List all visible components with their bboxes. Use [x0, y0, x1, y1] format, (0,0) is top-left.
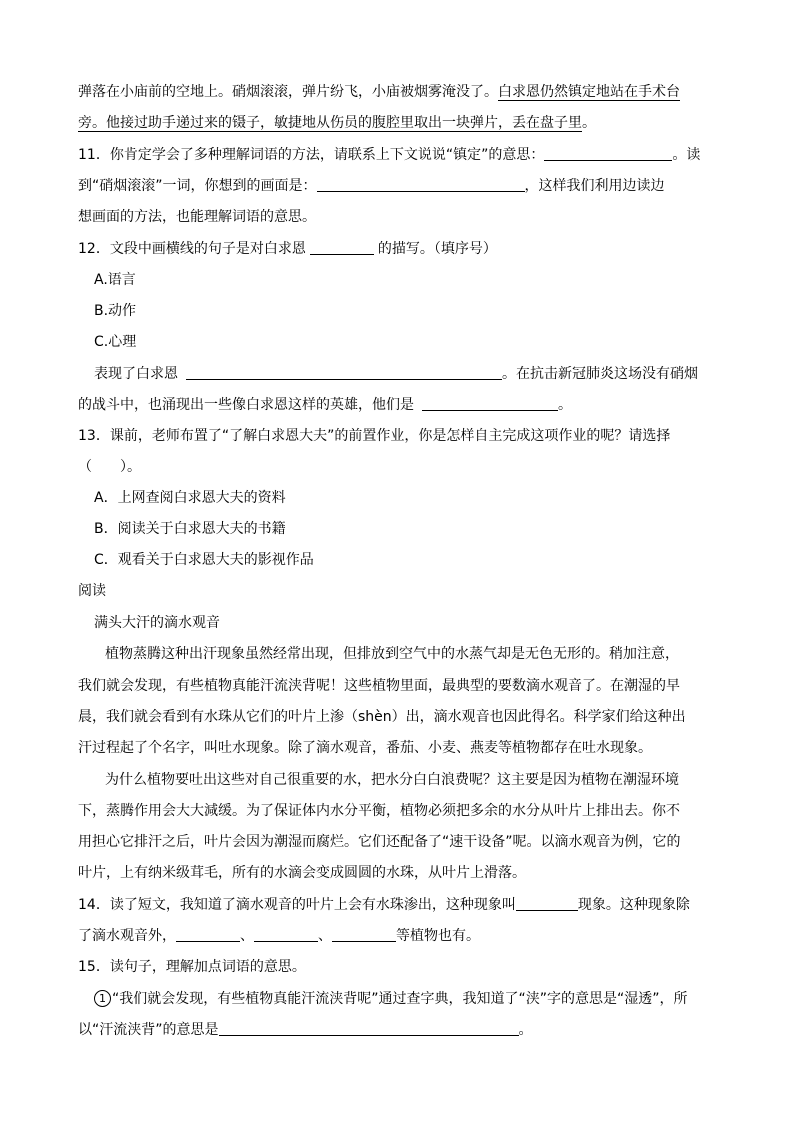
- reading-p2-line: 下，蒸腾作用会大大減缓。为了保证体内水分平衡，植物必须把多余的水分从叶片上排出去。你不: [78, 803, 680, 819]
- q11-text: 到“硝烟滚滚”一词，你想到的画面是：: [78, 178, 317, 194]
- reading-p2-line: 为什么植物要吐出这些对自己很重要的水，把水分白白浪费呢？这主要是因为植物在潮湿环境: [105, 772, 679, 788]
- answer-blank[interactable]: [186, 365, 502, 380]
- q11-text: 11．你肯定学会了多种理解词语的方法，请联系上下文说说“镇定”的意思：: [78, 147, 545, 163]
- answer-blank[interactable]: [544, 146, 672, 161]
- q12-text: 的描写。（填序号）: [377, 241, 497, 257]
- question-12-line-2: [94, 365, 698, 383]
- q12-text: 表现了白求恩: [94, 366, 178, 382]
- q12-option-a[interactable]: A.语言: [94, 272, 136, 288]
- q12-text: 12．文段中画横线的句子是对白求恩: [78, 241, 306, 257]
- q15-text: “我们就会发现，有些植物真能汗流浃背呢”通过查字典，我知道了“浃”字的意思是“湿透”，所: [112, 991, 688, 1007]
- question-12: [78, 240, 497, 258]
- passage-text: 弹落在小庙前的空地上。硝烟滚滚，弹片纷飞，小庙被烟雾淹没了。: [78, 84, 498, 100]
- q11-text: 。读: [672, 147, 701, 163]
- passage-text: 。: [582, 115, 596, 131]
- answer-blank[interactable]: [254, 927, 318, 942]
- q13-option-a[interactable]: A．上网查阅白求恩大夫的资料: [94, 490, 286, 506]
- q15-text: 以“汗流浃背”的意思是: [78, 1022, 219, 1038]
- q14-text: 现象。这种现象除: [577, 897, 690, 913]
- q11-text: 想画面的方法，也能理解词语的意思。: [78, 209, 316, 225]
- separator: 、: [240, 928, 254, 944]
- reading-p1-line: 植物蒸腾这种出汗现象虽然经常出现，但排放到空气中的水蒸气却是无色无形的。稍加注意，: [105, 646, 679, 662]
- q13-option-b[interactable]: B．阅读关于白求恩大夫的书籍: [94, 521, 286, 537]
- answer-blank[interactable]: [332, 927, 396, 942]
- question-14-line-2: [78, 927, 480, 945]
- question-15-line-3: [78, 1021, 533, 1039]
- separator: 、: [318, 928, 332, 944]
- answer-blank[interactable]: [422, 396, 558, 411]
- reading-title: 满头大汗的滴水观音: [94, 615, 220, 631]
- reading-p2-line: 用担心它排汗之后，叶片会因为潮湿而腐烂。它们还配备了“速干设备”呢。以滴水观音为例，它的: [78, 834, 681, 850]
- q12-option-c[interactable]: C.心理: [94, 334, 137, 350]
- question-11: [78, 146, 700, 164]
- reading-p1-line: 我们就会发现，有些植物真能汗流浃背呢！这些植物里面，最典型的要数滴水观音了。在潮湿的早: [78, 678, 680, 694]
- q13-text: 13．课前，老师布置了“了解白求恩大夫”的前置作业，你是怎样自主完成这项作业的呢？请选择: [78, 428, 671, 444]
- q14-text: 了滴水观音外，: [78, 928, 176, 944]
- q12-option-b[interactable]: B.动作: [94, 303, 137, 319]
- question-12-line-3: [78, 396, 572, 414]
- q12-text: 的战斗中，也涌现出一些像白求恩这样的英雄，他们是: [78, 397, 414, 413]
- question-13: [78, 427, 670, 445]
- question-13-answer[interactable]: （ ）。: [78, 459, 141, 475]
- question-11-line-3: [78, 208, 316, 226]
- q12-text: 。: [558, 397, 572, 413]
- passage-line-1: [78, 83, 680, 101]
- q15-text: 15．读句子，理解加点词语的意思。: [78, 959, 306, 975]
- question-11-line-2: [78, 177, 665, 195]
- reading-p1-line: 汗过程起了个名字，叫吐水现象。除了滴水观音，番茄、小麦、燕麦等植物都存在吐水现象。: [78, 740, 652, 756]
- q11-text: ，这样我们利用边读边: [524, 178, 665, 194]
- q14-text: 14．读了短文，我知道了滴水观音的叶片上会有水珠渗出，这种现象叫: [78, 897, 516, 913]
- underlined-sentence: 白求恩仍然镇定地站在手术台: [498, 84, 680, 100]
- reading-label: 阅读: [78, 583, 106, 599]
- question-15-line-2: [94, 990, 688, 1008]
- reading-p1-line: 晨，我们就会看到有水珠从它们的叶片上渗（shèn）出，滴水观音也因此得名。科学家们给这种出: [78, 709, 686, 725]
- underlined-sentence: 旁。他接过助手递过来的镊子，敏捷地从伤员的腹腔里取出一块弹片，丢在盘子里: [78, 115, 582, 131]
- answer-blank[interactable]: [516, 896, 578, 911]
- q13-option-c[interactable]: C．观看关于白求恩大夫的影视作品: [94, 552, 314, 568]
- answer-blank[interactable]: [219, 1021, 519, 1036]
- reading-p2-line: 叶片，上有纳米级茸毛，所有的水滴会变成圆圆的水珠，从叶片上滑落。: [78, 865, 526, 881]
- q14-text: 等植物也有。: [396, 928, 480, 944]
- q12-text: 。在抗击新冠肺炎这场没有硝烟: [502, 366, 698, 382]
- answer-blank[interactable]: [317, 177, 525, 192]
- q15-text: 。: [518, 1022, 533, 1038]
- question-15: [78, 958, 306, 976]
- answer-blank[interactable]: [310, 240, 374, 255]
- circled-number-1: 1: [94, 990, 111, 1007]
- question-14: [78, 896, 690, 914]
- answer-blank[interactable]: [176, 927, 240, 942]
- passage-line-2: [78, 114, 596, 132]
